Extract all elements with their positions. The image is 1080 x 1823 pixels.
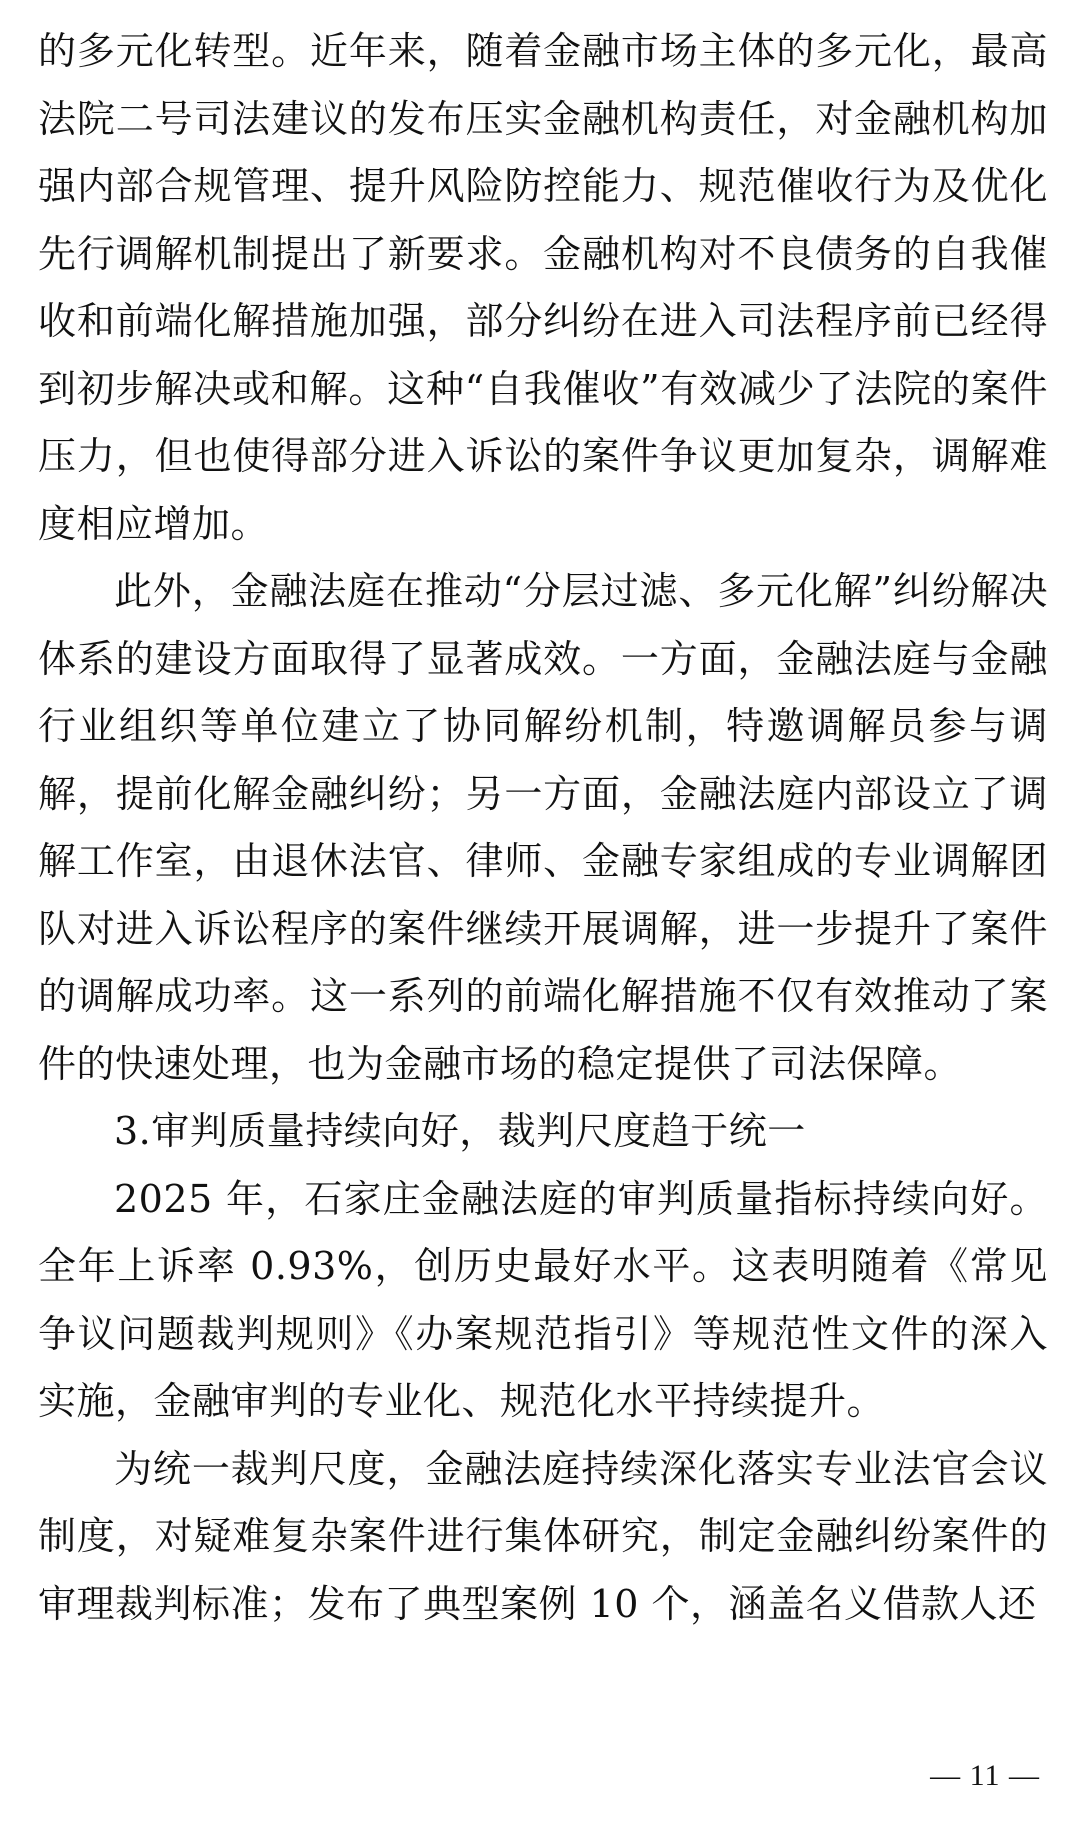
paragraph-unified-standards: 为统一裁判尺度，金融法庭持续深化落实专业法官会议制度，对疑难复杂案件进行集体研究，制定金融纠纷案件的审理裁判标准；发布了典型案例 10 个，涵盖名义借款人还: [38, 1446, 1048, 1626]
body-text: [38, 18, 1048, 1638]
page-number: — 11 —: [930, 1759, 1040, 1792]
paragraph-continuation: 的多元化转型。近年来，随着金融市场主体的多元化，最高法院二号司法建议的发布压实金融机构责任，对金融机构加强内部合规管理、提升风险防控能力、规范催收行为及优化先行调解机制提出了新要求。金融机构对不良债务的自我催收和前端化解措施加强，部分纠纷在进入司法程序前已经得到初步解决或和解。这种“自我催收”有效减少了法院的案件压力，但也使得部分进入诉讼的案件争议更加复杂，调解难度相应增加。: [38, 29, 1048, 546]
paragraph-trial-quality: 2025 年，石家庄金融法庭的审判质量指标持续向好。全年上诉率 0.93%，创历史最好水平。这表明随着《常见争议问题裁判规则》《办案规范指引》等规范性文件的深入实施，金融审判的专业化、规范化水平持续提升。: [38, 1176, 1048, 1423]
section-heading: 3.审判质量持续向好，裁判尺度趋于统一: [114, 1109, 806, 1153]
paragraph-front-end-resolution: 此外，金融法庭在推动“分层过滤、多元化解”纠纷解决体系的建设方面取得了显著成效。一方面，金融法庭与金融行业组织等单位建立了协同解纷机制，特邀调解员参与调解，提前化解金融纠纷；另一方面，金融法庭内部设立了调解工作室，由退休法官、律师、金融专家组成的专业调解团队对进入诉讼程序的案件继续开展调解，进一步提升了案件的调解成功率。这一系列的前端化解措施不仅有效推动了案件的快速处理，也为金融市场的稳定提供了司法保障。: [38, 569, 1048, 1086]
